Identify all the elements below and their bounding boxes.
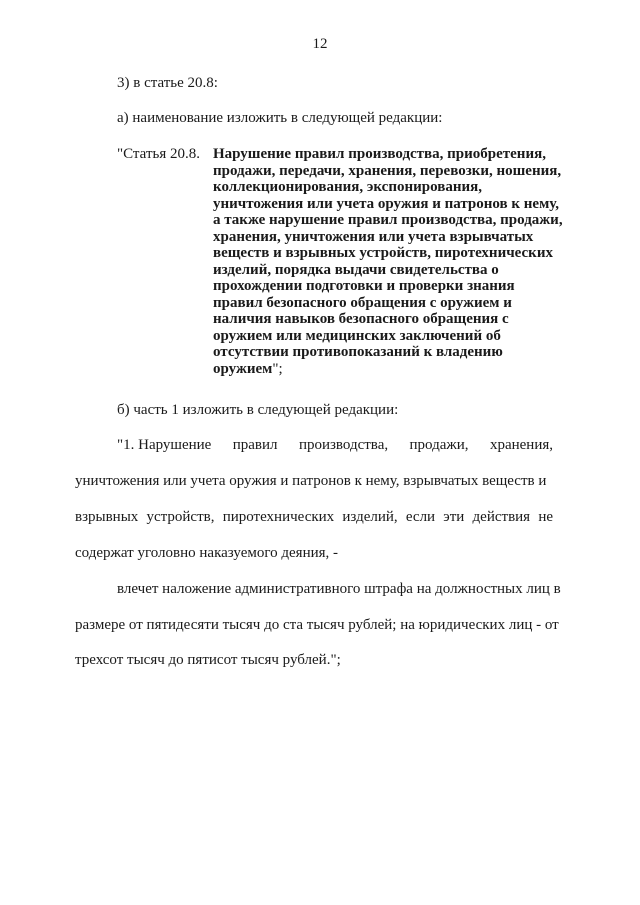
article-label: "Статья 20.8. [117,146,200,162]
word: эти [443,509,465,525]
part1-line-3 [75,509,553,526]
part1-line-4: содержат уголовно наказуемого деяния, - [75,545,339,561]
article-title-tail: "; [272,360,283,377]
word: продажи, [409,437,469,453]
item-a-text: а) наименование изложить в следующей редакции: [117,110,443,126]
item-b-text: б) часть 1 изложить в следующей редакции: [117,402,399,418]
word: действия [472,509,531,525]
word: взрывных [75,509,139,525]
item-3-heading: 3) в статье 20.8: [117,75,218,91]
page-number: 12 [312,36,328,52]
word: изделий, [342,509,398,525]
word: если [405,509,436,525]
part1-line-1 [117,437,553,454]
article-title [213,146,563,377]
word: "1. Нарушение [117,437,212,453]
article-title-bold: Нарушение правил производства, приобретения, продажи, передачи, хранения, перевозки, ношения, коллекционирования, экспонирования, уничтожения или учета оружия и патронов к нему, а также нарушение правил производства, продажи, хранения, уничтожения или учета взрывчатых веществ и взрывных устройств, пиротехнических изделий, порядка выдачи свидетельства о прохождении подготовки и проверки знания правил безопасного обращения с оружием и наличия навыков безопасного обращения с оружием или медицинских заключений об отсутствии противопоказаний к владению оружием [213,146,563,377]
penalty-line-3: трехсот тысяч до пятисот тысяч рублей."; [75,652,341,668]
penalty-line-1: влечет наложение административного штрафа на должностных лиц в [117,581,561,597]
penalty-line-2: размере от пятидесяти тысяч до ста тысяч рублей; на юридических лиц - от [75,617,559,633]
word: устройств, [146,509,215,525]
word: не [538,509,553,525]
word: хранения, [489,437,553,453]
word: правил [232,437,278,453]
word: производства, [298,437,389,453]
word: пиротехнических [222,509,335,525]
part1-line-2: уничтожения или учета оружия и патронов к нему, взрывчатых веществ и [75,473,547,489]
